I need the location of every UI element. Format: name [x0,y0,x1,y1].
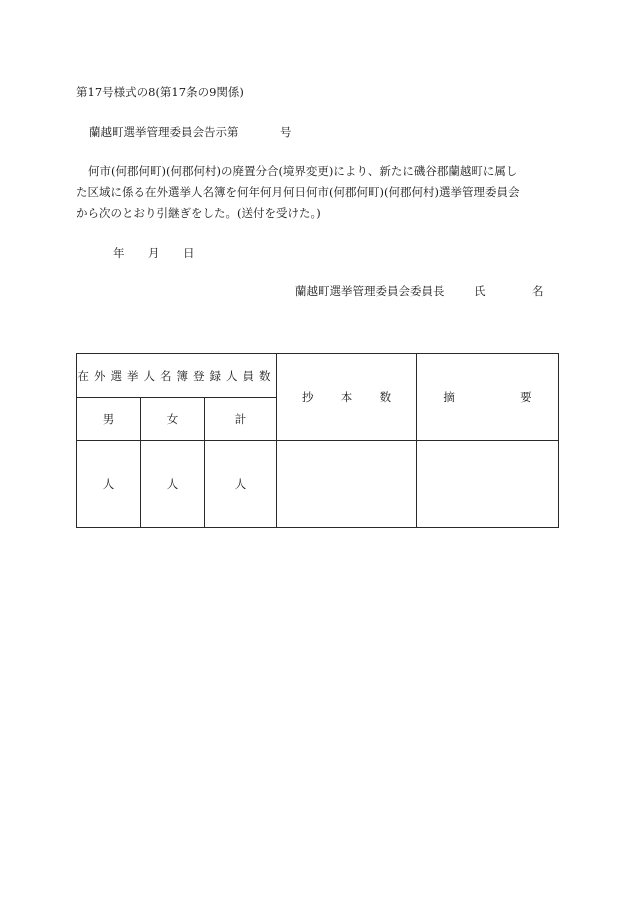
signature-org: 蘭越町選挙管理委員会委員長 [295,284,445,298]
subheader-female: 女 [141,398,205,441]
body-line-3: から次のとおり引継ぎをした。(送付を受けた。) [76,206,321,220]
register-table [76,353,559,528]
header-copies-char-3: 数 [379,390,392,404]
subheader-male: 男 [77,398,141,441]
header-registered-count: 在外選挙人名簿登録人員数 [77,354,277,398]
cell-total-count: 人 [205,441,277,528]
header-remarks-char-2: 要 [520,390,532,404]
cell-male-count: 人 [77,441,141,528]
cell-remarks [417,441,559,528]
body-line-1: 何市(何郡何町)(何郡何村)の廃置分合(境界変更)により、新たに磯谷郡蘭越町に属し [88,164,518,178]
cell-female-count: 人 [141,441,205,528]
cell-copies-count [277,441,417,528]
date-month: 月 [148,246,160,260]
notice-number-suffix: 号 [280,125,292,139]
date-year: 年 [113,246,125,260]
header-copies-count [277,354,417,441]
notice-body [76,161,562,224]
date-day: 日 [183,246,195,260]
header-copies-char-2: 本 [340,390,353,404]
body-line-2: た区域に係る在外選挙人名簿を何年何月何日何市(何郡何町)(何郡何村)選挙管理委員会 [76,185,520,199]
header-copies-char-1: 抄 [301,390,314,404]
notice-title: 蘭越町選挙管理委員会告示第 [89,125,239,139]
header-remarks [417,354,559,441]
header-remarks-char-1: 摘 [443,390,455,404]
signature-name-2: 名 [532,284,544,298]
form-header: 第17号様式の8(第17条の9関係) [76,85,244,99]
subheader-total: 計 [205,398,277,441]
signature-name-1: 氏 [474,284,486,298]
